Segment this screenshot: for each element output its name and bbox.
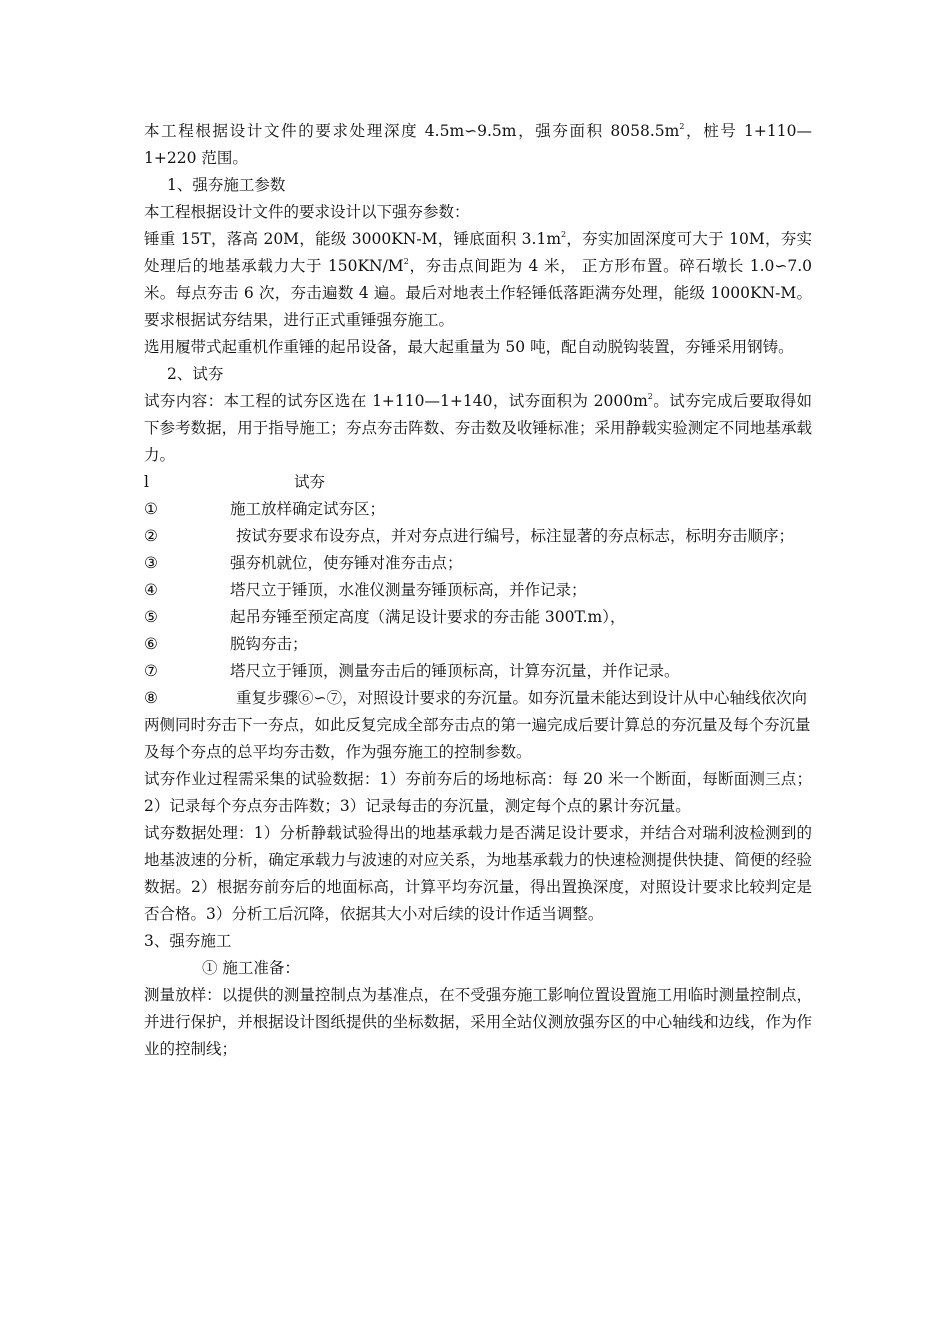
- section1-paragraph-3: 选用履带式起重机作重锤的起吊设备，最大起重量为 50 吨，配自动脱钩装置，夯锤采用钢铸。: [144, 338, 794, 356]
- list-item: ③ 强夯机就位，使夯锤对准夯击点；: [144, 554, 463, 572]
- list-item: ② 按试夯要求布设夯点，并对夯点进行编号，标注显著的夯点标志，标明夯击顺序；: [144, 527, 795, 545]
- list-item: ⑤ 起吊夯锤至预定高度（满足设计要求的夯击能 300T.m），: [144, 608, 626, 626]
- section1-paragraph-2: 锤重 15T，落高 20M，能级 3000KN-M，锤底面积 $3.1m^2$，夯实加固深度可大于 10M，夯实处理后的地基承载力大于 $150KN/M^2$，夯击点间距为 4 米， 正方形布置。碎石墩长 1.0∽7.0 米。每点夯击 6 次，夯击遍数 4 遍。最后对地表土作轻锤低落距满夯处理，能级 1000KN-M。要求根据试夯结果，进行正式重锤强夯施工。: [144, 230, 813, 329]
- list-item: ⑥ 脱钩夯击；: [144, 635, 308, 653]
- subsection-title: [144, 469, 812, 496]
- subsection-label: 试夯: [294, 473, 326, 491]
- subsection-number: l: [144, 473, 149, 491]
- section3-paragraph-1: 测量放样：以提供的测量控制点为基准点，在不受强夯施工影响位置设置施工用临时测量控制点，并进行保护，并根据设计图纸提供的坐标数据，采用全站仪测放强夯区的中心轴线和边线，作为作业的控制线；: [144, 986, 812, 1058]
- section1-paragraph-1: 本工程根据设计文件的要求设计以下强夯参数：: [144, 203, 470, 221]
- list-item: ⑧ 重复步骤⑥∽⑦，对照设计要求的夯沉量。如夯沉量未能达到设计从中心轴线依次向两侧同时夯击下一夯点，如此反复完成全部夯击点的第一遍完成后要计算总的夯沉量及每个夯沉量及每个夯点的总平均夯击数，作为强夯施工的控制参数。: [144, 689, 811, 761]
- collect-paragraph: 试夯作业过程需采集的试验数据：1）夯前夯后的场地标高：每 20 米一个断面，每断面测三点；2）记录每个夯点夯击阵数；3）记录每击的夯沉量，测定每个点的累计夯沉量。: [144, 770, 812, 815]
- intro-paragraph: 本工程根据设计文件的要求处理深度 4.5m∽9.5m，强夯面积 $8058.5m^2$，桩号 1+110—1+220 范围。: [144, 122, 812, 167]
- section1-heading: 1、强夯施工参数: [167, 176, 286, 194]
- section2-heading: 2、试夯: [167, 365, 224, 383]
- list-item: ④ 塔尺立于锤顶，水准仪测量夯锤顶标高，并作记录；: [144, 581, 587, 599]
- list-item: ⑦ 塔尺立于锤顶，测量夯击后的锤顶标高，计算夯沉量，并作记录。: [144, 662, 680, 680]
- section3-heading: 3、强夯施工: [144, 932, 232, 950]
- section2-paragraph-1: 试夯内容：本工程的试夯区选在 1+110—1+140，试夯面积为 $2000m^2$。试夯完成后要取得如下参考数据，用于指导施工；夯点夯击阵数、夯击数及收锤标准；采用静载实验测定不同地基承载力。: [144, 392, 812, 464]
- document-page: [144, 118, 812, 1063]
- list-item: ① 施工放样确定试夯区；: [144, 500, 386, 518]
- step-list: [144, 496, 812, 766]
- section3-subheading: ① 施工准备：: [202, 959, 300, 977]
- process-paragraph: 试夯数据处理：1）分析静载试验得出的地基承载力是否满足设计要求，并结合对瑞利波检测到的地基波速的分析，确定承载力与波速的对应关系，为地基承载力的快速检测提供快捷、简便的经验数据。2）根据夯前夯后的地面标高，计算平均夯沉量，得出置换深度，对照设计要求比较判定是否合格。3）分析工后沉降，依据其大小对后续的设计作适当调整。: [144, 824, 812, 923]
